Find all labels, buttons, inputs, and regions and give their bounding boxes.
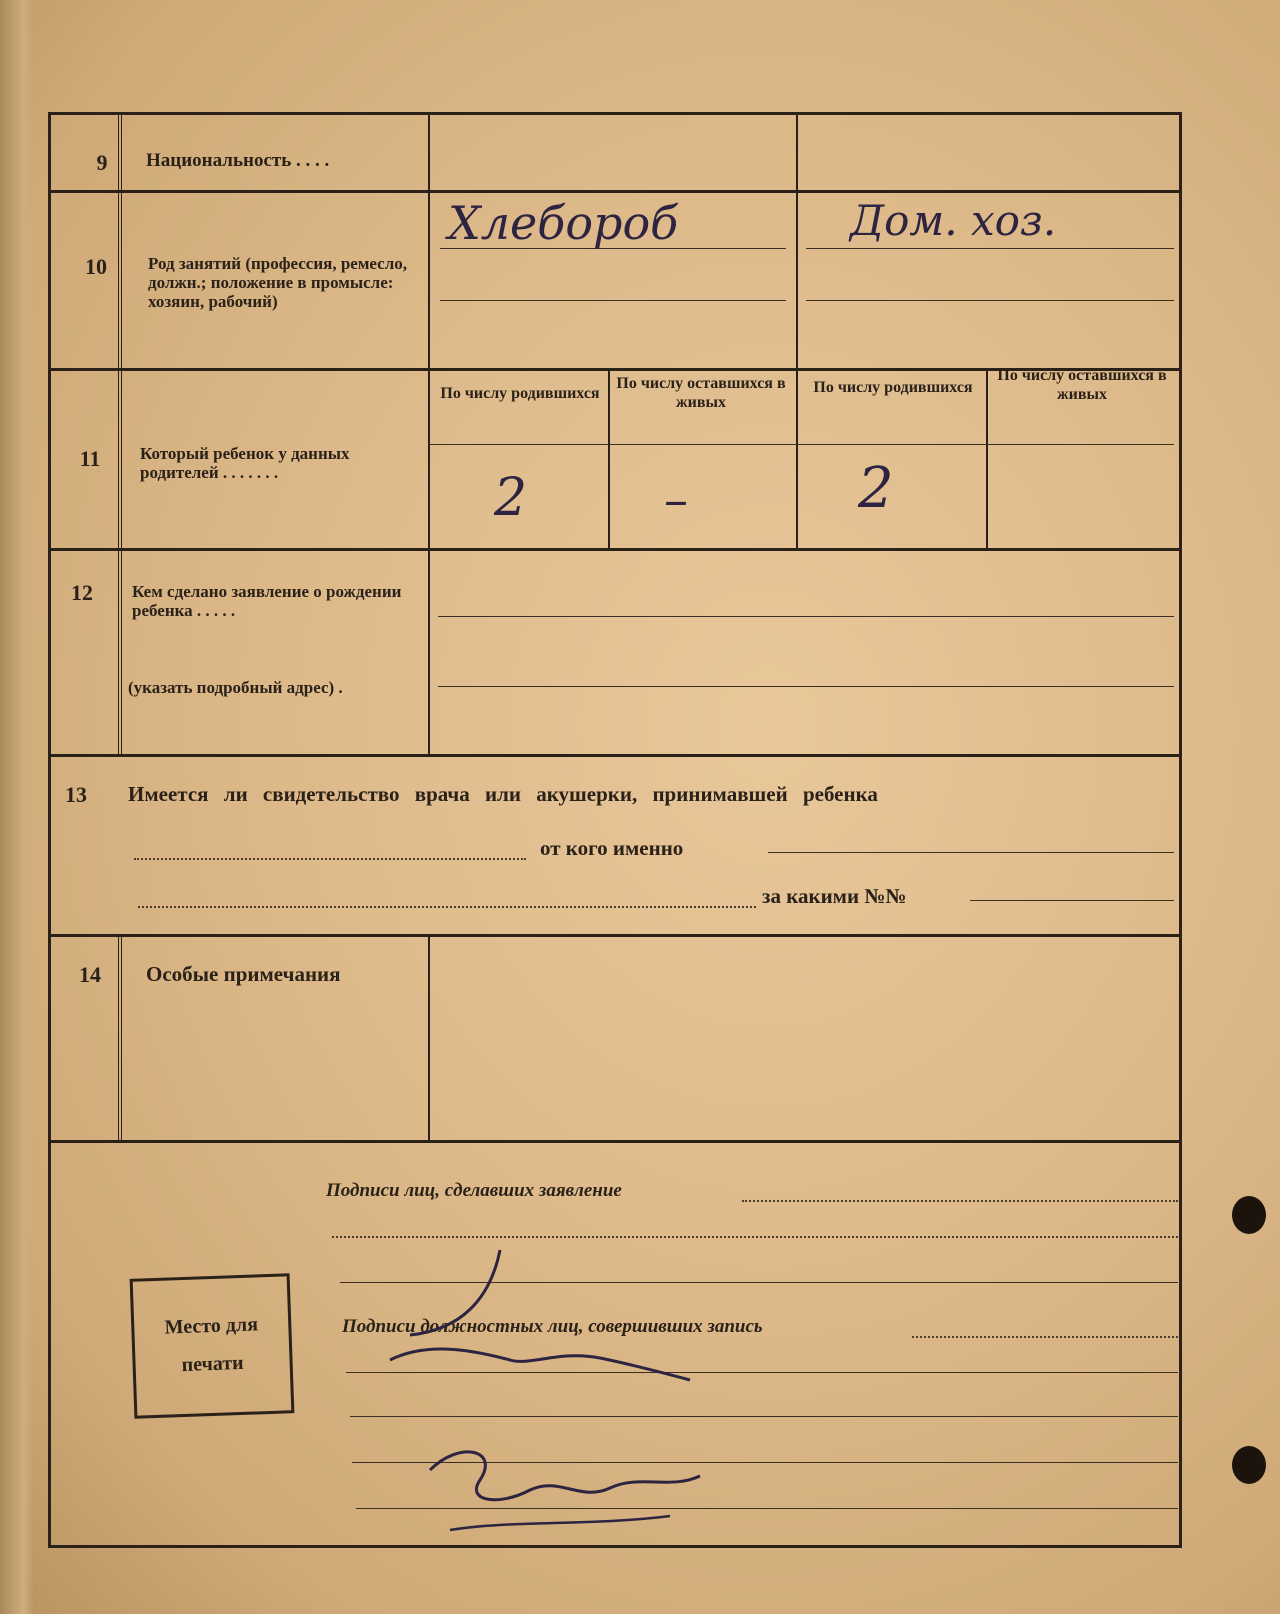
numbers-label: за какими №№ [762,884,907,908]
col-born-label: По числу родившихся [813,379,973,396]
subheader-line [430,444,1174,445]
punch-hole [1232,1196,1266,1234]
signature-line [912,1336,1178,1338]
occupation-label: Род занятий (профессия, ремесло, должн.; положение в промысле: хозяин, рабочий) [148,254,408,311]
row-divider [48,1140,1182,1143]
entry-line [438,616,1174,617]
official-signatures-label: Подписи должностных лиц, совершивших запись [342,1316,763,1337]
certificate-question: Имеется ли свидетельство врача или акушерки, принимавшей ребенка [128,782,878,806]
address-label: (указать подробный адрес) . [128,678,343,697]
fill-line [134,858,526,860]
nationality-label: Национальность . . . . [146,150,330,171]
applicant-signatures-label: Подписи лиц, сделавших заявление [326,1180,622,1201]
row-divider [48,548,1182,551]
occupation-father-handwritten: Хлебороб [448,196,679,250]
entry-line [440,300,786,301]
born-count-mother: 2 [858,456,894,521]
fill-line [138,906,756,908]
alive-count-father: – [664,472,688,528]
child-order-label: Который ребенок у данных родителей . . . . . . . [140,444,350,482]
label-column-divider [428,934,430,1140]
parent-column-divider [796,112,798,548]
entry-line [806,300,1174,301]
label-column-divider [428,112,430,754]
page-edge [0,0,34,1614]
signature-line [332,1236,1178,1238]
signature-line [742,1200,1178,1202]
born-count-father: 2 [494,468,528,528]
col-born-label: По числу родившихся [440,385,600,402]
row-number: 13 [65,782,87,807]
entry-line [438,686,1174,687]
from-whom-label: от кого именно [540,836,684,860]
row-divider [48,190,1182,193]
punch-hole [1232,1446,1266,1484]
subcolumn-divider [986,368,988,548]
fill-line [768,852,1174,853]
row-number: 9 [96,150,108,175]
row-number: 14 [79,962,101,987]
number-column-divider [118,112,122,754]
applicant-label: Кем сделано заявление о рождении ребенка . . . . . [132,582,402,620]
col-alive-label: По числу оставшихся в живых [616,375,786,411]
occupation-mother-handwritten: Дом. хоз. [850,196,1057,245]
row-divider [48,754,1182,757]
subcolumn-divider [608,368,610,548]
row-divider [48,934,1182,937]
official-signature-marks [370,1240,730,1560]
row-number: 12 [71,580,93,605]
col-alive-label: По числу оставшихся в живых [997,367,1167,403]
stamp-placeholder: Место для печати [130,1273,295,1418]
fill-line [970,900,1174,901]
entry-line [806,248,1174,249]
special-notes-label: Особые примечания [146,962,341,986]
row-number: 10 [85,254,107,279]
row-number: 11 [79,446,101,471]
